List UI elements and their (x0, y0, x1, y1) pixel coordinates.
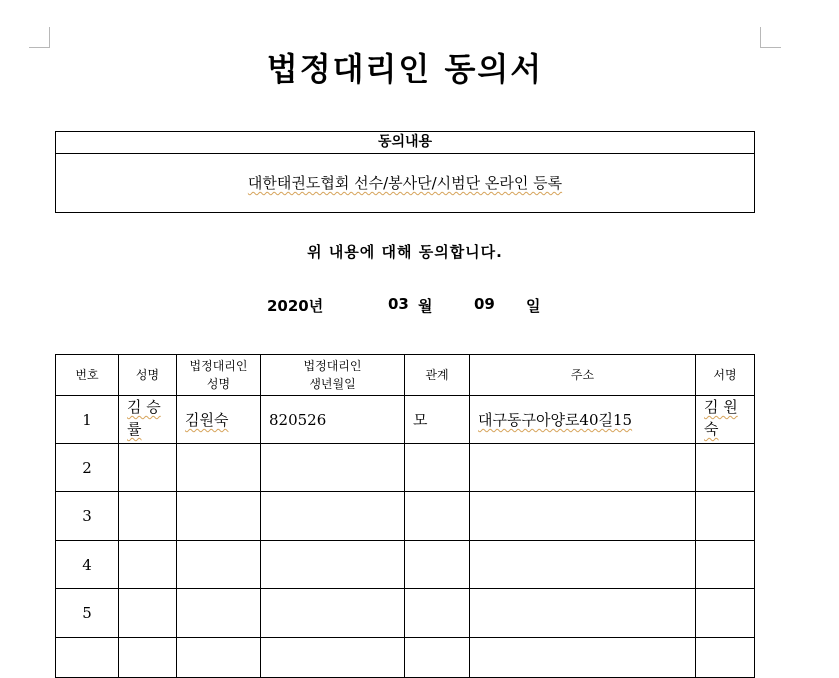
row-name (119, 396, 177, 444)
row-guardian-name (177, 492, 261, 541)
row-signature (696, 541, 755, 589)
date-day-unit: 일 (526, 297, 541, 315)
header-relation: 관계 (405, 355, 470, 396)
row-no: 3 (56, 492, 119, 541)
row-address (470, 589, 696, 638)
row-name (119, 444, 177, 492)
signature-table (55, 354, 755, 678)
row-signature (696, 396, 755, 444)
row-guardian-birth (261, 444, 405, 492)
row-guardian-birth (261, 589, 405, 638)
row-address (470, 492, 696, 541)
row-address-text: 대구동구아양로40길15 (478, 411, 633, 429)
date-month-unit: 월 (418, 297, 433, 315)
row-relation (405, 492, 470, 541)
row-signature (696, 444, 755, 492)
row-guardian-name (177, 396, 261, 444)
header-address: 주소 (470, 355, 696, 396)
agreement-statement: 위 내용에 대해 동의합니다. (307, 243, 503, 261)
table-row (56, 396, 755, 444)
row-name-text: 김 승 률 (127, 398, 161, 438)
row-guardian-name (177, 541, 261, 589)
consent-header: 동의내용 (56, 132, 754, 154)
row-no: 1 (56, 396, 119, 444)
header-no: 번호 (56, 355, 119, 396)
header-guardian-birth: 법정대리인 생년월일 (261, 355, 405, 396)
row-no: 5 (56, 589, 119, 638)
consent-content (56, 154, 754, 212)
header-guardian-name: 법정대리인 성명 (177, 355, 261, 396)
row-signature (696, 589, 755, 638)
date-year: 2020년 (267, 297, 324, 315)
header-signature: 서명 (696, 355, 755, 396)
date-day: 09 (474, 295, 495, 313)
table-row (56, 541, 755, 589)
table-header-row (56, 355, 755, 396)
row-relation: 모 (405, 396, 470, 444)
row-guardian-birth: 820526 (261, 396, 405, 444)
row-signature (696, 492, 755, 541)
row-address (470, 541, 696, 589)
table-row (56, 589, 755, 638)
consent-box (55, 131, 755, 213)
row-relation (405, 444, 470, 492)
table-row (56, 444, 755, 492)
row-guardian-birth (261, 492, 405, 541)
row-name (119, 589, 177, 638)
row-name (119, 541, 177, 589)
document-title: 법정대리인 동의서 (266, 50, 544, 88)
table-row (56, 492, 755, 541)
row-relation (405, 541, 470, 589)
row-guardian-name (177, 589, 261, 638)
row-guardian-name (177, 444, 261, 492)
row-guardian-name-text: 김원숙 (185, 411, 229, 429)
consent-content-text: 대한태권도협회 선수/봉사단/시범단 온라인 등록 (247, 174, 563, 192)
row-no: 4 (56, 541, 119, 589)
row-name (119, 492, 177, 541)
date-month: 03 (388, 295, 409, 313)
row-guardian-birth (261, 541, 405, 589)
row-signature-text: 김 원 숙 (704, 398, 738, 438)
row-no: 2 (56, 444, 119, 492)
row-address (470, 444, 696, 492)
header-name: 성명 (119, 355, 177, 396)
row-relation (405, 589, 470, 638)
row-address (470, 396, 696, 444)
